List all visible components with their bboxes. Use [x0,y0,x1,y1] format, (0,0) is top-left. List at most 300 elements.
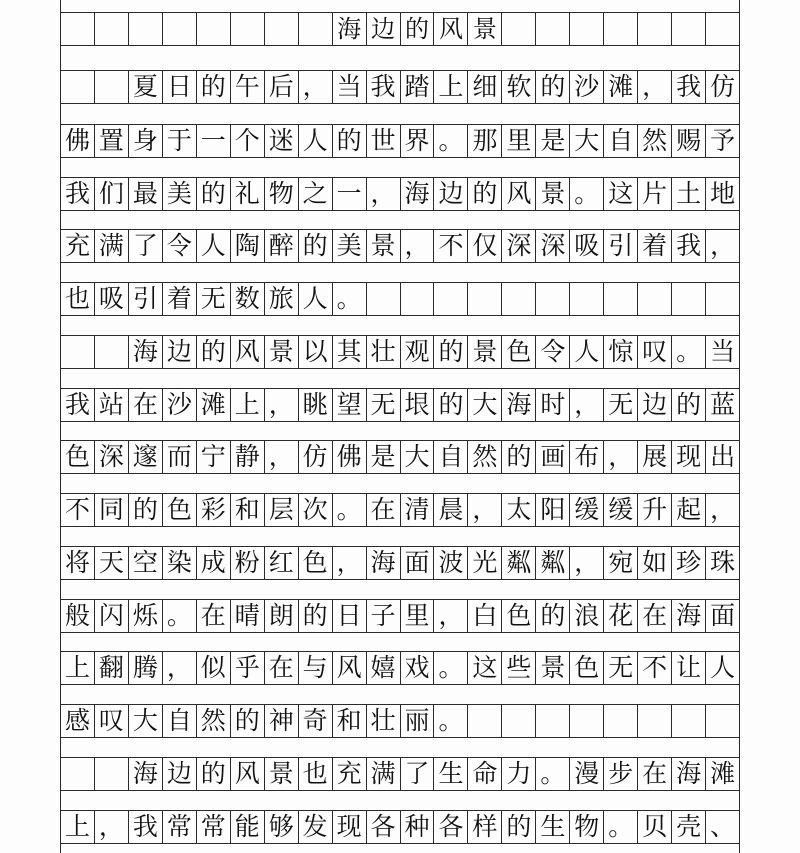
text-row [60,229,740,263]
character-cell: 在 [638,758,672,790]
character-cell: 太 [502,494,536,526]
character-cell: 般 [61,600,95,632]
character-cell: 时 [536,389,570,421]
text-row [60,810,740,844]
character-cell: 层 [265,494,299,526]
character-cell: 将 [61,547,95,579]
character-cell: 的 [434,389,468,421]
character-cell: 自 [604,125,638,157]
character-cell: 生 [434,758,468,790]
character-cell: 无 [197,283,231,315]
empty-cell [536,283,570,315]
punctuation-cell: ， [95,811,129,843]
character-cell: 海 [129,336,163,368]
character-cell: 升 [638,494,672,526]
character-cell: 大 [570,125,604,157]
character-cell: 深 [536,230,570,262]
empty-cell [163,13,197,45]
empty-cell [672,283,706,315]
empty-cell [706,705,740,737]
character-cell: 朗 [265,600,299,632]
character-cell: 生 [536,811,570,843]
character-cell: 光 [468,547,502,579]
character-cell: 边 [163,758,197,790]
empty-cell [502,705,536,737]
character-cell: 在 [265,652,299,684]
character-cell: 蓝 [706,389,740,421]
character-cell: 上 [61,811,95,843]
character-cell: 们 [95,178,129,210]
text-row [60,546,740,580]
punctuation-cell: ， [434,600,468,632]
character-cell: 滩 [197,389,231,421]
character-cell: 漫 [570,758,604,790]
character-cell: 然 [197,705,231,737]
character-cell: 海 [333,13,367,45]
character-cell: 个 [231,125,265,157]
character-cell: 了 [401,758,435,790]
character-cell: 戏 [401,652,435,684]
character-cell: 红 [265,547,299,579]
character-cell: 海 [129,758,163,790]
character-cell: 现 [672,441,706,473]
character-cell: 色 [502,600,536,632]
character-cell: 染 [163,547,197,579]
character-cell: 珍 [672,547,706,579]
character-cell: 无 [604,652,638,684]
empty-cell [672,13,706,45]
text-row [60,704,740,738]
character-cell: 软 [502,71,536,103]
character-cell: 美 [333,230,367,262]
character-cell: 奇 [299,705,333,737]
character-cell: 片 [638,178,672,210]
character-cell: 天 [95,547,129,579]
character-cell: 数 [231,283,265,315]
text-row [60,335,740,369]
character-cell: 自 [163,705,197,737]
character-cell: 彩 [197,494,231,526]
empty-cell [536,13,570,45]
character-cell: 壮 [367,336,401,368]
character-cell: 午 [231,71,265,103]
punctuation-cell: ， [299,71,333,103]
character-cell: 叹 [95,705,129,737]
character-cell: 我 [672,71,706,103]
empty-cell [570,13,604,45]
character-cell: 不 [434,230,468,262]
character-cell: 风 [333,652,367,684]
character-cell: 和 [231,494,265,526]
empty-cell [672,705,706,737]
character-cell: 的 [197,758,231,790]
punctuation-cell: ， [401,230,435,262]
character-cell: 大 [401,441,435,473]
character-cell: 以 [299,336,333,368]
character-cell: 能 [231,811,265,843]
empty-cell [367,283,401,315]
character-cell: 和 [333,705,367,737]
character-cell: 这 [604,178,638,210]
character-cell: 人 [706,652,740,684]
character-cell: 如 [638,547,672,579]
character-cell: 海 [672,758,706,790]
character-cell: 夏 [129,71,163,103]
character-cell: 在 [367,494,401,526]
character-cell: 在 [197,600,231,632]
character-cell: 次 [299,494,333,526]
empty-cell [129,13,163,45]
character-cell: 令 [163,230,197,262]
character-cell: 礼 [231,178,265,210]
punctuation-cell: 。 [163,600,197,632]
punctuation-cell: 。 [434,705,468,737]
character-cell: 仿 [299,441,333,473]
punctuation-cell: 。 [434,652,468,684]
character-cell: 的 [401,13,435,45]
character-cell: 各 [434,811,468,843]
empty-cell [61,336,95,368]
text-row [60,388,740,422]
empty-cell [706,13,740,45]
character-cell: 无 [604,389,638,421]
character-cell: 宁 [197,441,231,473]
character-cell: 壮 [367,705,401,737]
character-cell: 宛 [604,547,638,579]
character-cell: 种 [401,811,435,843]
empty-cell [604,13,638,45]
character-cell: 着 [163,283,197,315]
empty-cell [95,71,129,103]
character-cell: 景 [265,758,299,790]
character-cell: 白 [468,600,502,632]
character-cell: 赐 [672,125,706,157]
character-cell: 海 [502,389,536,421]
punctuation-cell: ， [706,230,740,262]
empty-cell [95,336,129,368]
character-cell: 引 [129,283,163,315]
empty-cell [638,705,672,737]
character-cell: 在 [129,389,163,421]
text-row [60,124,740,158]
empty-cell [570,283,604,315]
character-cell: 的 [299,600,333,632]
character-cell: 缓 [570,494,604,526]
character-cell: 人 [299,125,333,157]
character-cell: 色 [299,547,333,579]
punctuation-cell: ， [333,547,367,579]
character-cell: 当 [706,336,740,368]
character-cell: 不 [61,494,95,526]
character-cell: 我 [672,230,706,262]
character-cell: 物 [265,178,299,210]
character-cell: 一 [333,178,367,210]
punctuation-cell: ， [604,441,638,473]
character-cell: 粼 [502,547,536,579]
character-cell: 烁 [129,600,163,632]
empty-cell [299,13,333,45]
character-cell: 常 [163,811,197,843]
character-cell: 清 [401,494,435,526]
character-cell: 然 [638,125,672,157]
character-cell: 旅 [265,283,299,315]
punctuation-cell: ， [570,547,604,579]
character-cell: 空 [129,547,163,579]
empty-cell [95,758,129,790]
character-cell: 的 [536,600,570,632]
empty-cell [231,13,265,45]
character-cell: 引 [604,230,638,262]
character-cell: 景 [536,652,570,684]
punctuation-cell: ， [265,389,299,421]
character-cell: 的 [299,230,333,262]
character-cell: 也 [299,758,333,790]
character-cell: 上 [434,71,468,103]
character-cell: 的 [672,389,706,421]
character-cell: 与 [299,652,333,684]
character-cell: 出 [706,441,740,473]
character-cell: 那 [468,125,502,157]
character-cell: 是 [536,125,570,157]
character-cell: 邃 [129,441,163,473]
empty-cell [468,705,502,737]
character-cell: 人 [299,283,333,315]
empty-cell [434,283,468,315]
character-cell: 的 [129,494,163,526]
text-row [60,493,740,527]
character-cell: 面 [706,600,740,632]
character-cell: 各 [367,811,401,843]
text-row [60,282,740,316]
character-cell: 步 [604,758,638,790]
character-cell: 也 [61,283,95,315]
character-cell: 常 [197,811,231,843]
character-cell: 乎 [231,652,265,684]
character-cell: 了 [129,230,163,262]
punctuation-cell: ， [367,178,401,210]
empty-cell [502,283,536,315]
character-cell: 景 [468,13,502,45]
character-cell: 土 [672,178,706,210]
character-cell: 我 [61,389,95,421]
character-cell: 令 [536,336,570,368]
character-cell: 仅 [468,230,502,262]
character-cell: 丽 [401,705,435,737]
character-cell: 置 [95,125,129,157]
character-cell: 色 [570,652,604,684]
character-cell: 在 [638,600,672,632]
character-cell: 大 [468,389,502,421]
character-cell: 佛 [333,441,367,473]
empty-cell [570,705,604,737]
character-cell: 我 [129,811,163,843]
character-cell: 晨 [434,494,468,526]
punctuation-cell: ， [265,441,299,473]
character-cell: 界 [401,125,435,157]
character-cell: 日 [163,71,197,103]
character-cell: 深 [95,441,129,473]
character-cell: 迷 [265,125,299,157]
character-cell: 感 [61,705,95,737]
character-cell: 然 [468,441,502,473]
character-cell: 命 [468,758,502,790]
text-row [60,440,740,474]
text-row [60,757,740,791]
character-cell: 细 [468,71,502,103]
character-cell: 垠 [401,389,435,421]
character-cell: 予 [706,125,740,157]
character-cell: 不 [638,652,672,684]
character-cell: 物 [570,811,604,843]
character-cell: 风 [231,336,265,368]
character-cell: 的 [197,178,231,210]
character-cell: 色 [163,494,197,526]
character-cell: 粉 [231,547,265,579]
character-cell: 成 [197,547,231,579]
character-cell: 海 [672,600,706,632]
character-cell: 滩 [604,71,638,103]
character-cell: 吸 [570,230,604,262]
character-cell: 眺 [299,389,333,421]
character-cell: 似 [197,652,231,684]
character-cell: 色 [61,441,95,473]
character-cell: 海 [401,178,435,210]
character-cell: 样 [468,811,502,843]
empty-cell [401,283,435,315]
character-cell: 边 [163,336,197,368]
character-cell: 观 [401,336,435,368]
character-cell: 的 [536,71,570,103]
character-cell: 大 [129,705,163,737]
character-cell: 花 [604,600,638,632]
punctuation-cell: 。 [536,758,570,790]
character-cell: 叹 [638,336,672,368]
character-cell: 踏 [401,71,435,103]
character-cell: 景 [367,230,401,262]
character-cell: 波 [434,547,468,579]
character-cell: 晴 [231,600,265,632]
character-cell: 上 [61,652,95,684]
character-cell: 满 [367,758,401,790]
character-cell: 布 [570,441,604,473]
character-cell: 望 [333,389,367,421]
empty-cell [706,283,740,315]
character-cell: 现 [333,811,367,843]
character-cell: 景 [468,336,502,368]
character-cell: 无 [367,389,401,421]
character-cell: 沙 [570,71,604,103]
character-cell: 我 [367,71,401,103]
character-cell: 身 [129,125,163,157]
character-cell: 滩 [706,758,740,790]
character-cell: 壳 [672,811,706,843]
empty-cell [604,283,638,315]
character-cell: 的 [333,125,367,157]
character-cell: 边 [638,389,672,421]
character-cell: 发 [299,811,333,843]
character-cell: 后 [265,71,299,103]
character-cell: 的 [502,441,536,473]
character-cell: 的 [197,336,231,368]
character-cell: 边 [434,178,468,210]
text-row [60,70,740,104]
character-cell: 海 [367,547,401,579]
character-cell: 而 [163,441,197,473]
character-cell: 于 [163,125,197,157]
empty-cell [468,283,502,315]
character-cell: 的 [231,705,265,737]
character-cell: 珠 [706,547,740,579]
character-cell: 其 [333,336,367,368]
character-cell: 最 [129,178,163,210]
character-cell: 里 [502,125,536,157]
title-row [60,12,740,46]
character-cell: 的 [502,811,536,843]
character-cell: 充 [61,230,95,262]
character-cell: 嬉 [367,652,401,684]
punctuation-cell: ， [468,494,502,526]
punctuation-cell: 、 [706,811,740,843]
empty-cell [61,758,95,790]
character-cell: 这 [468,652,502,684]
character-cell: 边 [367,13,401,45]
character-cell: 醉 [265,230,299,262]
empty-cell [265,13,299,45]
character-cell: 一 [197,125,231,157]
character-cell: 日 [333,600,367,632]
character-cell: 充 [333,758,367,790]
character-cell: 力 [502,758,536,790]
character-cell: 景 [265,336,299,368]
character-cell: 让 [672,652,706,684]
character-cell: 的 [434,336,468,368]
character-cell: 展 [638,441,672,473]
text-row [60,599,740,633]
character-cell: 够 [265,811,299,843]
character-cell: 陶 [231,230,265,262]
character-cell: 画 [536,441,570,473]
character-cell: 之 [299,178,333,210]
character-cell: 贝 [638,811,672,843]
character-cell: 子 [367,600,401,632]
character-cell: 色 [502,336,536,368]
character-cell: 些 [502,652,536,684]
character-cell: 风 [502,178,536,210]
character-cell: 同 [95,494,129,526]
punctuation-cell: 。 [672,336,706,368]
character-cell: 佛 [61,125,95,157]
character-cell: 起 [672,494,706,526]
punctuation-cell: 。 [434,125,468,157]
empty-cell [536,705,570,737]
character-cell: 美 [163,178,197,210]
character-cell: 当 [333,71,367,103]
character-cell: 仿 [706,71,740,103]
character-cell: 的 [468,178,502,210]
empty-cell [502,13,536,45]
empty-cell [197,13,231,45]
character-cell: 沙 [163,389,197,421]
character-cell: 地 [706,178,740,210]
character-cell: 阳 [536,494,570,526]
character-cell: 神 [265,705,299,737]
character-cell: 静 [231,441,265,473]
character-cell: 景 [536,178,570,210]
character-cell: 吸 [95,283,129,315]
empty-cell [604,705,638,737]
punctuation-cell: ， [638,71,672,103]
empty-cell [95,13,129,45]
